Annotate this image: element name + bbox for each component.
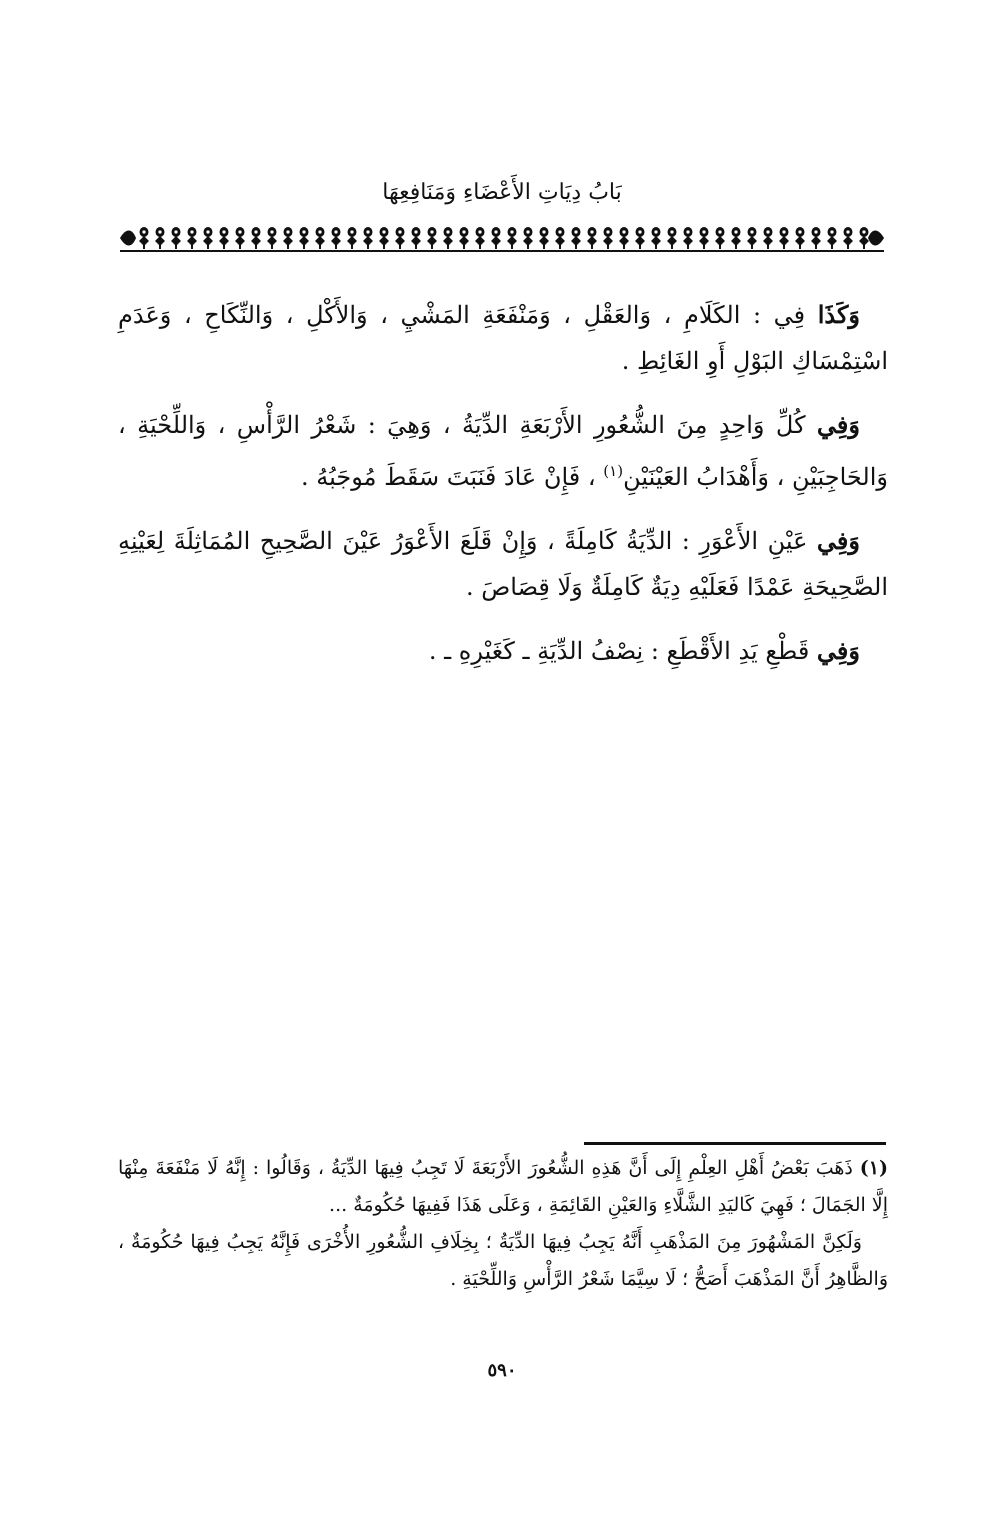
footnote-number: (١) [859,1157,888,1179]
footnote [118,1224,888,1298]
page-number: ٥٩٠ [487,1360,517,1381]
footnote [118,1150,888,1224]
paragraph-lead: وَفِي [816,410,860,439]
paragraph-text: قَطْعِ يَدِ الأَقْطَعِ : نِصْفُ الدِّيَةِ ـ كَغَيْرِهِ ـ . [428,637,817,665]
footnote-text: وَلَكِنَّ المَشْهُورَ مِنَ المَذْهَبِ أَنَّهُ يَجِبُ فِيهَا الدِّيَةُ ؛ بِخِلَافِ الشُّعُورِ الأُخْرَى فَإِنَّهُ يَجِبُ فِيهَا حُكُومَةٌ ، وَالظَّاهِرُ أَنَّ المَذْهَبَ أَصَحُّ ؛ لَا سِيَّمَا شَعْرُ الرَّأْسِ وَاللِّحْيَةِ . [118,1231,888,1290]
paragraph [118,518,888,610]
paragraph-text: كُلِّ وَاحِدٍ مِنَ الشُّعُورِ الأَرْبَعَةِ الدِّيَةُ ، وَهِيَ : شَعْرُ الرَّأْسِ ، وَاللِّحْيَةِ ، وَالحَاجِبَيْنِ ، وَأَهْدَابُ العَيْنَيْنِ [118,411,888,491]
paragraph-lead: وَفِي [816,636,860,665]
paragraph-text: ، فَإِنْ عَادَ فَنَبَتَ سَقَطَ مُوجَبُهُ . [301,463,604,491]
paragraph [118,292,888,384]
main-text [118,292,888,692]
ornament-border [120,224,884,252]
footnote-text: ذَهَبَ بَعْضُ أَهْلِ العِلْمِ إِلَى أَنَّ هَذِهِ الشُّعُورَ الأَرْبَعَةَ لَا تَجِبُ فِيهَا الدِّيَةُ ، وَقَالُوا : إِنَّهُ لَا مَنْفَعَةَ مِنْهَا إِلَّا الجَمَالَ ؛ فَهِيَ كَاليَدِ الشَّلَّاءِ وَالعَيْنِ القَائِمَةِ ، وَعَلَى هَذَا فَفِيهَا حُكُومَةٌ ... [118,1157,888,1216]
paragraph-text: فِي : الكَلَامِ ، وَالعَقْلِ ، وَمَنْفَعَةِ المَشْيِ ، وَالأَكْلِ ، وَالنِّكَاحِ ، وَعَدَمِ اسْتِمْسَاكِ البَوْلِ أَوِ الغَائِطِ . [118,301,888,375]
running-head: بَابُ دِيَاتِ الأَعْضَاءِ وَمَنَافِعِهَا [382,180,622,205]
paragraph-lead: وَفِي [816,526,860,555]
paragraph [118,402,888,500]
paragraph [118,628,888,674]
paragraph-lead: وَكَذَا [817,300,860,329]
paragraph-text: عَيْنِ الأَعْوَرِ : الدِّيَةُ كَامِلَةً ، وَإِنْ قَلَعَ الأَعْوَرُ عَيْنَ الصَّحِيحِ المُمَاثِلَةَ لِعَيْنِهِ الصَّحِيحَةِ عَمْدًا فَعَلَيْهِ دِيَةٌ كَامِلَةٌ وَلَا قِصَاصَ . [118,527,888,601]
footnote-separator [584,1142,886,1145]
footnotes [118,1150,888,1298]
footnote-marker[interactable]: (١) [603,462,624,480]
